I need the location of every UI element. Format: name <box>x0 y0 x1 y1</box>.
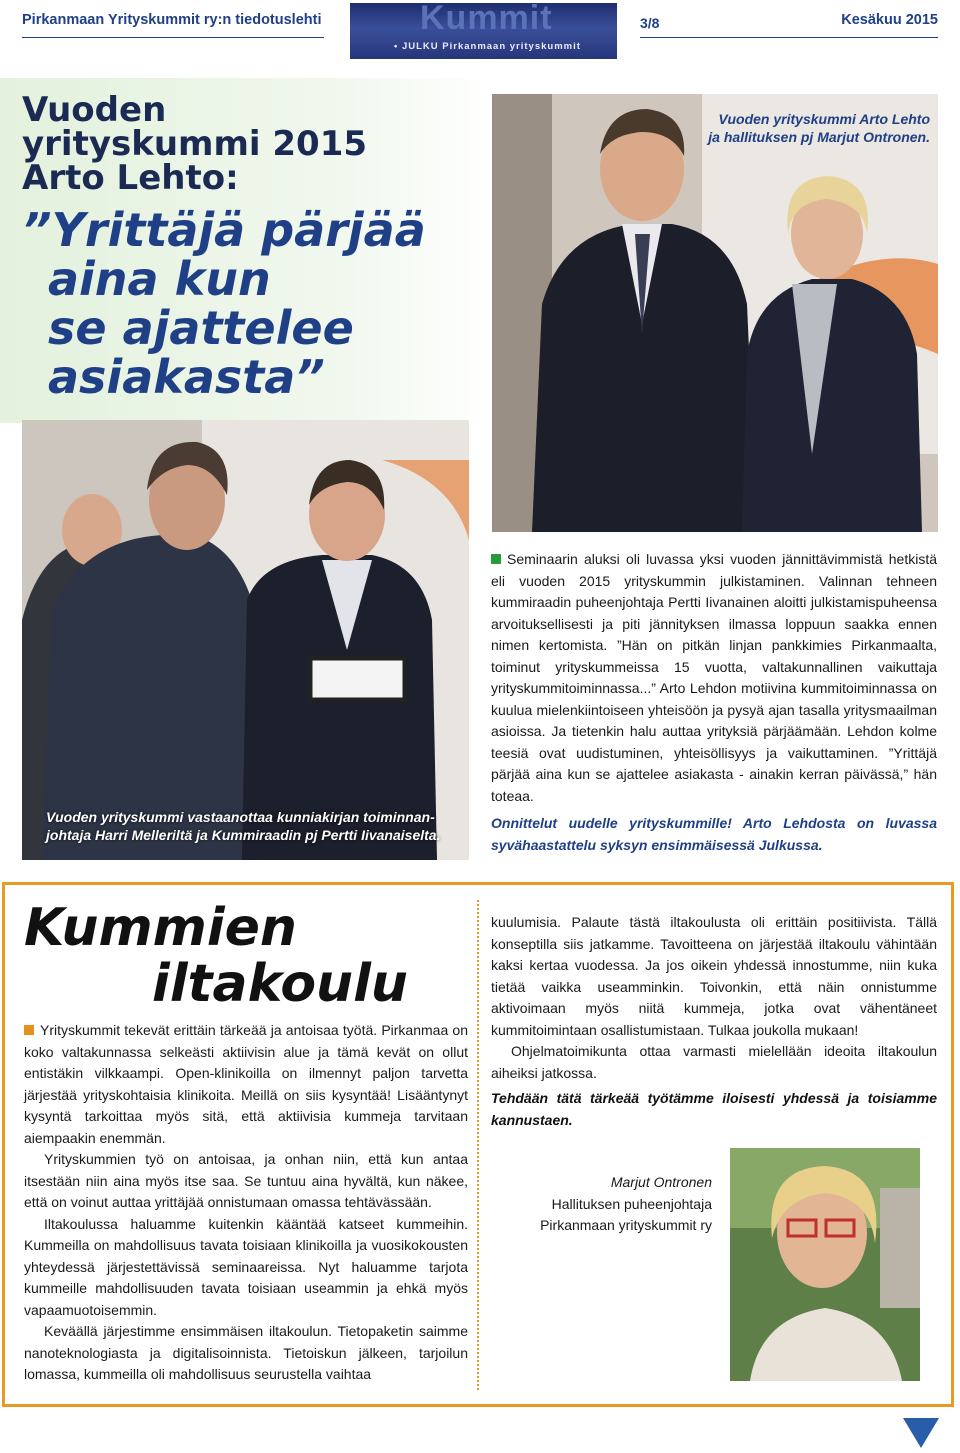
iltakoulu-paragraph-6: Ohjelmatoimikunta ottaa varmasti mielellään ideoita iltakoulun aiheiksi jatkossa. <box>491 1043 937 1081</box>
photo2-caption-line-2: johtaja Harri Melleriltä ja Kummiraadin pj Pertti Iivanaiselta. <box>46 827 441 843</box>
iltakoulu-closing: Tehdään tätä tärkeää työtämme iloisesti yhdessä ja toisiamme kannustaen. <box>491 1090 937 1128</box>
signature-name: Marjut Ontronen <box>610 1174 712 1190</box>
iltakoulu-paragraph-1: Yrityskummit tekevät erittäin tärkeää ja antoisaa työtä. Pirkanmaa on koko valtakunnassa selkeästi aktiivisin alue ja tämä kevät on ollut entistäkin vilkkaampi. Open-klinikoilla on ilmennyt paljon tarvetta järjestää yrityskohtaisia klinikoita. Meillä on siis kysyntää! Lisääntynyt kysyntä tarkoittaa myös sitä, että aktiivisia kummeja tarvitaan aiempaakin enemmän. <box>24 1022 468 1146</box>
iltakoulu-paragraph-3: Iltakoulussa haluamme kuitenkin kääntää katseet kummeihin. Kummeilla on mahdollisuus tavata toisiaan klinikoilla ja vuosikokousten yhteydessä järjestettävissä seminaareissa. Nyt haluamme tarjota kummeille mahdollisuuden tavata toisiaan useammin ja ehkä myös vapaamuotoisemmin. <box>24 1215 468 1318</box>
iltakoulu-title-1: Kummien <box>24 898 297 958</box>
page-number: 3/8 <box>640 15 660 31</box>
photo1-caption <box>690 110 930 146</box>
column-divider <box>477 900 479 1390</box>
signature <box>520 1172 712 1237</box>
photo-ontronen-illustration <box>730 1148 920 1381</box>
logo-subtitle: • JULKU Pirkanmaan yrityskummit <box>394 41 581 52</box>
headline-line-2: yrityskummi 2015 <box>22 124 368 164</box>
article-closing: Onnittelut uudelle yrityskummille! Arto Lehdosta on luvassa syvähaastattelu syksyn ensimmäisessä Julkussa. <box>491 815 937 853</box>
iltakoulu-right-column <box>491 912 937 1131</box>
bullet-square-icon <box>24 1025 34 1035</box>
headline-line-3: Arto Lehto: <box>22 158 239 198</box>
headline-line-1: Vuoden <box>22 90 167 130</box>
issue-date: Kesäkuu 2015 <box>640 12 938 38</box>
photo-lehto-ontronen-illustration <box>492 94 938 532</box>
photo1-caption-line-1: Vuoden yrityskummi Arto Lehto <box>718 111 930 127</box>
photo-marjut-ontronen <box>730 1148 920 1381</box>
photo1-caption-line-2: ja hallituksen pj Marjut Ontronen. <box>708 129 930 145</box>
photo2-caption-line-1: Vuoden yrityskummi vastaanottaa kunniakirjan toiminnan- <box>46 809 435 825</box>
headline-quote-1: ”Yrittäjä pärjää <box>22 203 426 257</box>
iltakoulu-title-2: iltakoulu <box>152 954 408 1014</box>
signature-title: Hallituksen puheenjohtaja <box>551 1195 712 1212</box>
signature-organization: Pirkanmaan yrityskummit ry <box>540 1217 712 1233</box>
article-paragraph: Seminaarin aluksi oli luvassa yksi vuoden jännittävimmistä hetkistä eli vuoden 2015 yrityskummin julkistaminen. Valinnan tehneen kummiraadin puheenjohtaja Pertti Iivanainen aloitti julkistamispuheensa arvoituksellisesti ja piti jännityksen ilmassa loppuun saakka ennen nimen kertomista. ”Hän on pitkän linjan pankkimies Pirkanmaalta, toiminut yrityskummeissa 15 vuotta, valtakunnallinen vaikuttaja yrityskummitoiminnassa...” Arto Lehdon motiivina kummitoiminnassa on kuulua mielenkiintoiseen yhteisöön ja pysyä ajan tasalla yritysmaailman asioissa. Ja tietenkin halu auttaa yrityksiä pärjäämään. Lehdon kolme teesiä ovat uudistuminen, yhteisöllisyys ja vaikuttaminen. ”Yrittäjä pärjää aina kun se ajattelee asiakasta - ainakin kerran päivässä,” hän toteaa. <box>491 551 937 804</box>
julku-logo <box>350 3 617 59</box>
photo-diploma-handover <box>22 420 469 860</box>
photo2-caption <box>46 808 446 844</box>
iltakoulu-paragraph-4: Keväällä järjestimme ensimmäisen iltakoulun. Tietopaketin saimme nanoteknologiasta ja digitalisoinnista. Tietoiskun jälkeen, tarjoilun lomassa, kummeilla oli mahdollisuus seurustella vaihtaa <box>24 1323 468 1382</box>
next-page-arrow-icon[interactable] <box>903 1418 939 1448</box>
logo-wordmark: Kummit <box>420 3 553 37</box>
iltakoulu-paragraph-2: Yrityskummien työ on antoisaa, ja onhan niin, että kun antaa itsestään niin aina myös itse saa. Se tuntuu aina hyvältä, kun näkee, että on voinut auttaa yrittäjää onnistumaan omassa tehtävässään. <box>24 1151 468 1210</box>
article-body <box>491 549 937 856</box>
headline-quote-4: asiakasta” <box>48 350 325 404</box>
photo-lehto-ontronen <box>492 94 938 532</box>
iltakoulu-paragraph-5: kuulumisia. Palaute tästä iltakoulusta oli erittäin positiivista. Tällä konseptilla siis jatkamme. Tavoitteena on järjestää iltakoulu vähintään kaksi kertaa vuodessa. Ja jos oikein yhdessä innostumme, niin kuka tietää vaikka useamminkin. Toivonkin, että näin onnistumme aktivoimaan myös niitä kummeja, jotka ovat vähentäneet kummitoimintaan osallistumistaan. Tulkaa joukolla mukaan! <box>491 914 937 1038</box>
iltakoulu-left-column <box>24 1020 468 1386</box>
headline-quote-3: se ajattelee <box>48 301 354 355</box>
headline-quote-2: aina kun <box>48 252 271 306</box>
bullet-square-icon <box>491 554 501 564</box>
photo-diploma-handover-illustration <box>22 420 469 860</box>
publication-title: Pirkanmaan Yrityskummit ry:n tiedotuslehti <box>22 12 324 38</box>
